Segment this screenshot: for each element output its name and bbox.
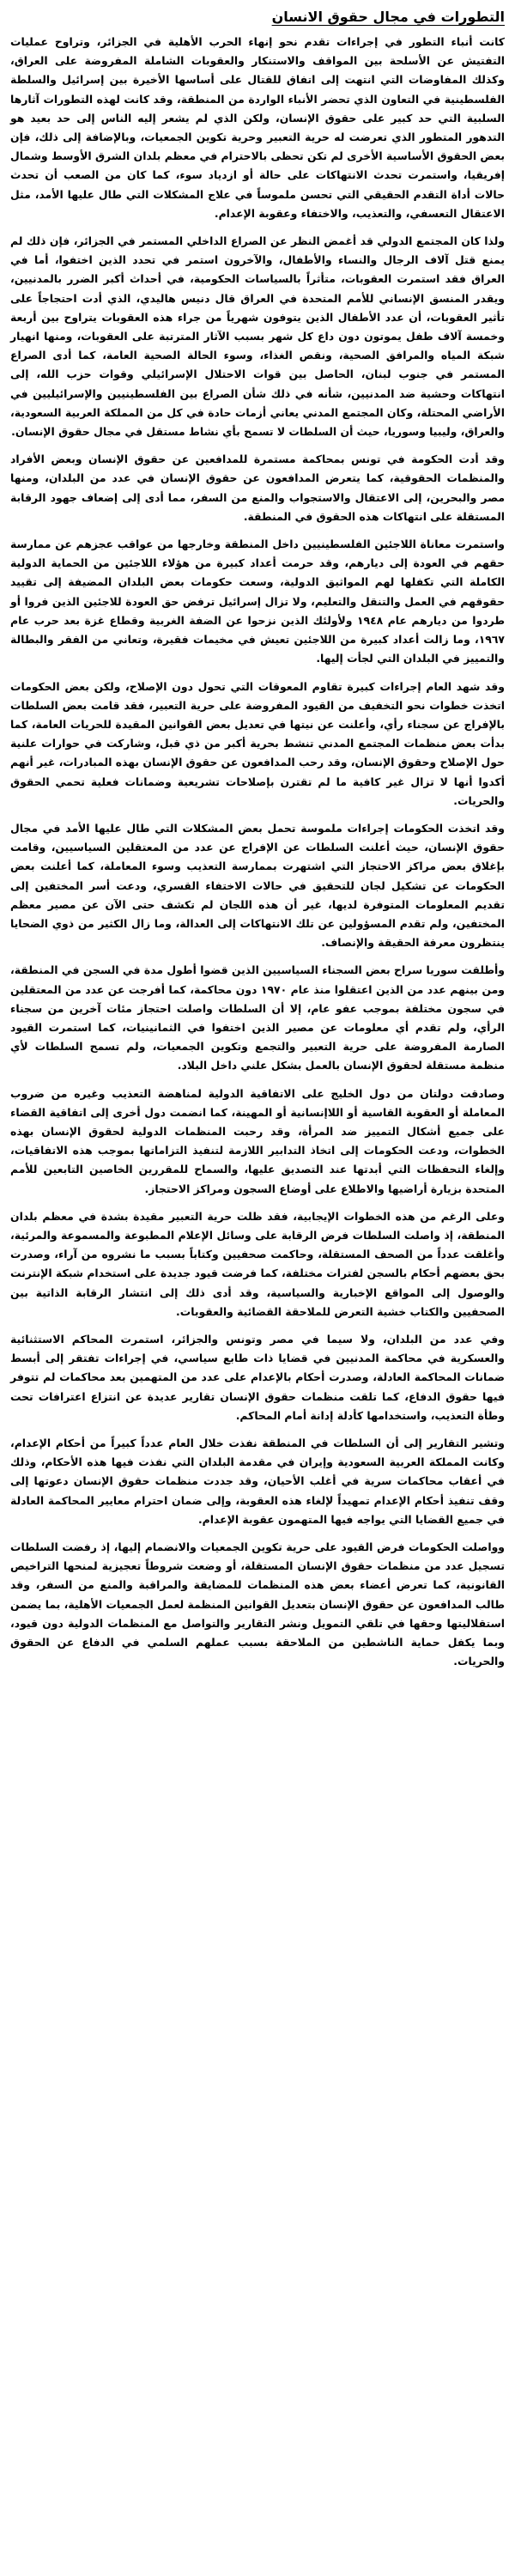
body-paragraph: كانت أنباء التطور في إجراءات تقدم نحو إنهاء الحرب الأهلية في الجزائر، وتراوح عمليات التفتيش عن الأسلحة بين المواقف والاستنكار والعقوبات الشاملة المفروضة على العراق، وكذلك المفاوضات التي انتهت إلى اتفاق للقتال على أساسها الأخيرة بين إسرائيل والسلطة الفلسطينية في التعاون الذي تحضر الأنباء الواردة من المنطقة، وقد كانت لهذه التطورات آثارها السلبية التي حد كبير على حقوق الإنسان، ولكن الذي لم يشعر إليه الناس إلى حد بعيد هو التدهور المتطور الذي تعرضت له حرية التعبير وحرية تكوين الجمعيات، وبالإضافة إلى ذلك، فإن بعض الحقوق الأساسية الأخرى لم تكن تحظى بالاحترام في معظم بلدان الشرق الأوسط وشمال إفريقيا، واستمرت تحدث الانتهاكات على حالة أو ازدياد سوء، كما كان من الصعب أن تحدث حالات أداة التقدم الحقيقي التي تحسن ملموساً في علاج المشكلات التي طال عليها الأمد، مثل الاعتقال التعسفي، والتعذيب، والاختفاء وعقوبة الإعدام.	[10, 35, 505, 220]
body-paragraph: وقد اتخذت الحكومات إجراءات ملموسة تحمل بعض المشكلات التي طال عليها الأمد في مجال حقوق الإنسان، حيث أعلنت السلطات عن الإفراج عن عدد من المعتقلين السياسيين، وقامت بإغلاق بعض مراكز الاحتجاز التي اشتهرت بممارسة التعذيب وسوء المعاملة، كما أعلنت بعض الحكومات عن تشكيل لجان للتحقيق في حالات الاختفاء القسري، ودعت أسر المختفين إلى تقديم المعلومات المتوفرة لديها، غير أن هذه اللجان لم تكشف حتى الآن عن مصير معظم المختفين، ولم تقدم المسؤولين عن تلك الانتهاكات إلى العدالة، وما زال الكثير من ذوي الضحايا ينتظرون معرفة الحقيقة والإنصاف.	[10, 821, 505, 950]
body-paragraph: وقد أدت الحكومة في تونس بمحاكمة مستمرة للمدافعين عن حقوق الإنسان وبعض الأفراد والمنظمات الحقوقية، كما يتعرض المدافعون عن حقوق الإنسان في عدد من البلدان، ومنها مصر والبحرين، إلى الاعتقال والاستجواب والمنع من السفر، مما أدى إلى إضعاف جهود الرقابة المستقلة على انتهاكات هذه الحقوق في المنطقة.	[10, 453, 505, 523]
section-heading: التطورات في مجال حقوق الانسان	[271, 9, 505, 25]
body-paragraph: وتشير التقارير إلى أن السلطات في المنطقة نفذت خلال العام عدداً كبيراً من أحكام الإعدام، وكانت المملكة العربية السعودية وإيران في مقدمة البلدان التي نفذت فيها هذه الأحكام، وذلك في أعقاب محاكمات سرية في أغلب الأحيان، وقد جددت منظمات حقوق الإنسان دعوتها إلى وقف تنفيذ أحكام الإعدام تمهيداً لإلغاء هذه العقوبة، وإلى ضمان احترام معايير المحاكمة العادلة في جميع القضايا التي يواجه فيها المتهمون عقوبة الإعدام.	[10, 1437, 505, 1526]
body-paragraph: ولذا كان المجتمع الدولي قد أغمض النظر عن الصراع الداخلي المستمر في الجزائر، فإن ذلك لم يمنع قتل آلاف الرجال والنساء والأطفال، والآخرون استمر في تحدد الذين اختفوا، أما في العراق فقد استمرت العقوبات، متأثراً بالسياسات الحكومية، في أحداث أكبر الضرر بالمدنيين، ويقدر المنسق الإنساني للأمم المتحدة في العراق قال دنيس هاليدي، الذي أدت احتجاجاً على تأثير العقوبات، أن عدد الأطفال الذين يتوفون شهرياً من جراء هذه العقوبات يتراوح بين أربعة وخمسة آلاف طفل يموتون دون داع كل شهر بسبب الآثار المترتبة على العقوبات، ومنها انهيار شبكة المياه والمرافق الصحية، ونقص الغذاء، وسوء الحالة الصحية العامة، كما أدى الصراع المستمر في جنوب لبنان، الحاصل بين قوات الاحتلال الإسرائيلي وقوات حزب الله، إلى انتهاكات وحشية ضد المدنيين، شأنه في ذلك شأن الصراع بين الفلسطينيين والإسرائيليين في الأراضي المحتلة، وكان المجتمع المدني يعاني أزمات حادة في كل من المملكة العربية السعودية، والعراق، وليبيا وسوريا، حيث أن السلطات لا تسمح بأي نشاط مستقل في مجال حقوق الإنسان.	[10, 234, 505, 439]
body-paragraph: وأطلقت سوريا سراح بعض السجناء السياسيين الذين قضوا أطول مدة في السجن في المنطقة، ومن بينهم عدد من الذين اعتقلوا منذ عام ١٩٧٠ دون محاكمة، كما أفرجت عن عدد من المعتقلين في سجون مختلفة بموجب عفو عام، إلا أن السلطات واصلت احتجاز مئات آخرين من سجناء الرأي، ولم تقدم أي معلومات عن مصير الذين اختفوا في الثمانينيات، كما استمرت القيود الصارمة المفروضة على حرية التعبير والتجمع وتكوين الجمعيات، ولم تسمح السلطات لأي منظمة مستقلة لحقوق الإنسان بالعمل بشكل علني داخل البلاد.	[10, 963, 505, 1072]
body-paragraph: واستمرت معاناة اللاجئين الفلسطينيين داخل المنطقة وخارجها من عواقب عجزهم عن ممارسة حقهم في العودة إلى ديارهم، وقد حرمت أعداد كبيرة من هؤلاء اللاجئين من الحماية الدولية الكاملة التي تكفلها لهم المواثيق الدولية، وسعت حكومات بعض البلدان المضيفة إلى تقييد حقوقهم في العمل والتنقل والتعليم، ولا تزال إسرائيل ترفض حق العودة للاجئين الذين فروا أو طردوا من ديارهم عام ١٩٤٨ ولأولئك الذين نزحوا عن الضفة الغربية وقطاع غزة بعد حرب عام ١٩٦٧، وما زالت أعداد كبيرة من اللاجئين تعيش في مخيمات فقيرة، وتعاني من الفقر والبطالة والتمييز في البلدان التي لجأت إليها.	[10, 538, 505, 665]
body-paragraph: وعلى الرغم من هذه الخطوات الإيجابية، فقد ظلت حرية التعبير مقيدة بشدة في معظم بلدان المنطقة، إذ واصلت السلطات فرض الرقابة على وسائل الإعلام المطبوعة والمسموعة والمرئية، وأغلقت عدداً من الصحف المستقلة، وحاكمت صحفيين وكتاباً بسبب ما نشروه من آراء، وصدرت بحق بعضهم أحكام بالسجن لفترات مختلفة، كما فرضت قيود جديدة على استخدام شبكة الإنترنت والوصول إلى المواقع الإخبارية والسياسية، وقد أدى ذلك إلى انتشار الرقابة الذاتية بين الصحفيين والكتاب خشية التعرض للملاحقة القضائية والعقوبات.	[10, 1209, 505, 1318]
body-paragraph: وفي عدد من البلدان، ولا سيما في مصر وتونس والجزائر، استمرت المحاكم الاستثنائية والعسكرية في محاكمة المدنيين في قضايا ذات طابع سياسي، في إجراءات تفتقر إلى أبسط ضمانات المحاكمة العادلة، وصدرت أحكام بالإعدام على عدد من المتهمين بعد محاكمات لم تتوفر فيها حقوق الدفاع، كما تلقت منظمات حقوق الإنسان تقارير عديدة عن انتزاع اعترافات تحت وطأة التعذيب، واستخدامها كأدلة إدانة أمام المحاكم.	[10, 1333, 505, 1422]
body-paragraph: وقد شهد العام إجراءات كبيرة تقاوم المعوقات التي تحول دون الإصلاح، ولكن بعض الحكومات اتخذت خطوات نحو التخفيف من القيود المفروضة على حرية التعبير، فقد قامت بعض السلطات بالإفراج عن سجناء رأي، وأعلنت عن نيتها في تعديل بعض القوانين المقيدة للحريات العامة، كما بدأت بعض منظمات المجتمع المدني تنشط بحرية أكبر من ذي قبل، وشاركت في حوارات علنية حول الإصلاح وحقوق الإنسان، وقد رحب المدافعون عن حقوق الإنسان بهذه المبادرات، غير أنهم أكدوا أنها لا تزال غير كافية ما لم تقترن بإصلاحات تشريعية وضمانات فعلية تحمي الحقوق والحريات.	[9, 679, 505, 807]
body-paragraph: وصادقت دولتان من دول الخليج على الاتفاقية الدولية لمناهضة التعذيب وغيره من ضروب المعاملة أو العقوبة القاسية أو اللاإنسانية أو المهينة، كما انضمت دول أخرى إلى اتفاقية القضاء على جميع أشكال التمييز ضد المرأة، وقد رحبت المنظمات الدولية لحقوق الإنسان بهذه الخطوات، ودعت الحكومات إلى اتخاذ التدابير اللازمة لتنفيذ التزاماتها بموجب هذه الاتفاقيات، وإلغاء التحفظات التي أبدتها عند التصديق عليها، والسماح للمقررين الخاصين التابعين للأمم المتحدة بزيارة أراضيها والاطلاع على أوضاع السجون ومراكز الاحتجاز.	[10, 1086, 505, 1195]
body-paragraph: وواصلت الحكومات فرض القيود على حرية تكوين الجمعيات والانضمام إليها، إذ رفضت السلطات تسجيل عدد من منظمات حقوق الإنسان المستقلة، أو وضعت شروطاً تعجيزية لمنحها التراخيص القانونية، كما تعرض أعضاء بعض هذه المنظمات للمضايقة والمراقبة والمنع من السفر، وقد طالب المدافعون عن حقوق الإنسان بتعديل القوانين المنظمة لعمل الجمعيات الأهلية، بما يضمن استقلاليتها وحقها في تلقي التمويل ونشر التقارير والتواصل مع المنظمات الدولية دون قيود، وبما يكفل حماية الناشطين من الملاحقة بسبب عملهم السلمي في الدفاع عن الحقوق والحريات.	[10, 1540, 505, 1668]
